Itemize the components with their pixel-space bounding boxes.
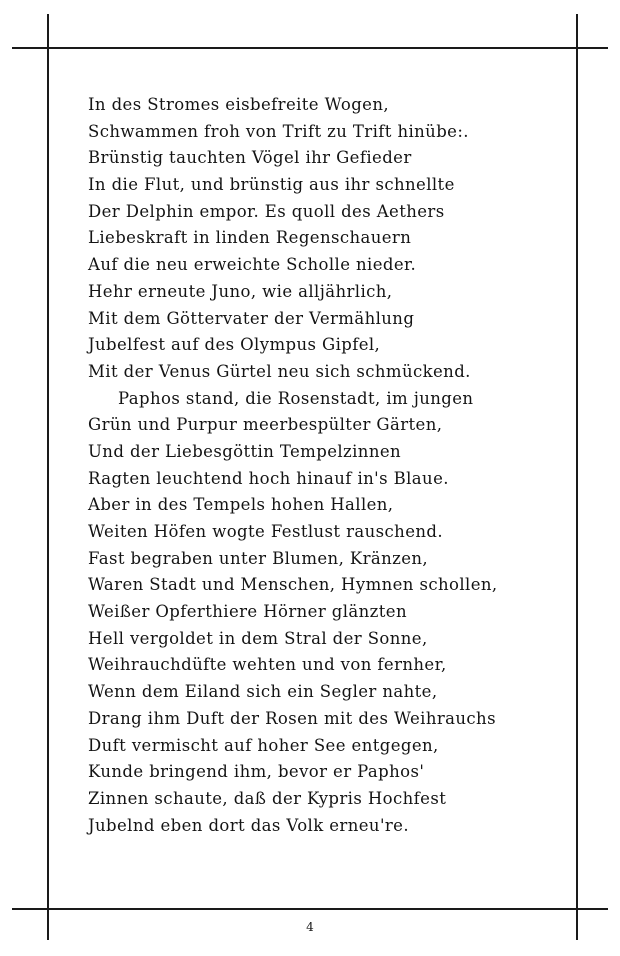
right-border-rule [576,14,578,940]
poem-line: Auf die neu erweichte Scholle nieder. [88,255,417,275]
poem-line: Schwammen froh von Trift zu Trift hinübe:. [88,121,469,141]
poem-line: Duft vermischt auf hoher See entgegen, [88,735,439,755]
poem-line: Wenn dem Eiland sich ein Segler nahte, [88,682,438,702]
poem-line: In des Stromes eisbefreite Wogen, [88,95,389,114]
poem-line: Mit dem Göttervater der Vermählung [88,308,415,328]
poem-line: Weihrauchdüfte wehten und von fernher, [88,655,447,675]
poem-line: Jubelnd eben dort das Volk erneu're. [88,815,409,835]
poem-line: Der Delphin empor. Es quoll des Aethers [88,201,445,221]
poem-line: Und der Liebesgöttin Tempelzinnen [88,441,402,461]
poem-line: Aber in des Tempels hohen Hallen, [88,495,394,515]
poem-text [88,92,558,839]
poem-line: Ragten leuchtend hoch hinauf in's Blaue. [88,468,449,488]
poem-line: Weiten Höfen wogte Festlust rauschend. [88,522,443,541]
top-border-rule [12,47,608,49]
poem-line: Fast begraben unter Blumen, Kränzen, [88,548,429,568]
poem-line: Brünstig tauchten Vögel ihr Gefieder [88,148,412,168]
left-border-rule [47,14,49,940]
poem-line: Weißer Opferthiere Hörner glänzten [88,602,407,622]
poem-line: Kunde bringend ihm, bevor er Paphos' [88,762,425,782]
poem-line: Jubelfest auf des Olympus Gipfel, [88,335,381,355]
poem-line-indented: Paphos stand, die Rosenstadt, im jungen [118,388,474,408]
bottom-border-rule [12,908,608,910]
poem-line: Waren Stadt und Menschen, Hymnen schollen, [88,575,498,595]
poem-line: In die Flut, und brünstig aus ihr schnellte [88,175,455,195]
poem-line: Zinnen schaute, daß der Kypris Hochfest [88,788,447,808]
page-number: 4 [306,920,314,934]
poem-line: Grün und Purpur meerbespülter Gärten, [88,415,443,435]
poem-line: Hell vergoldet in dem Stral der Sonne, [88,628,428,648]
poem-line: Liebeskraft in linden Regenschauern [88,228,412,248]
poem-line: Hehr erneute Juno, wie alljährlich, [88,281,393,301]
poem-line: Mit der Venus Gürtel neu sich schmückend. [88,361,471,381]
poem-line: Drang ihm Duft der Rosen mit des Weihrauchs [88,708,496,728]
